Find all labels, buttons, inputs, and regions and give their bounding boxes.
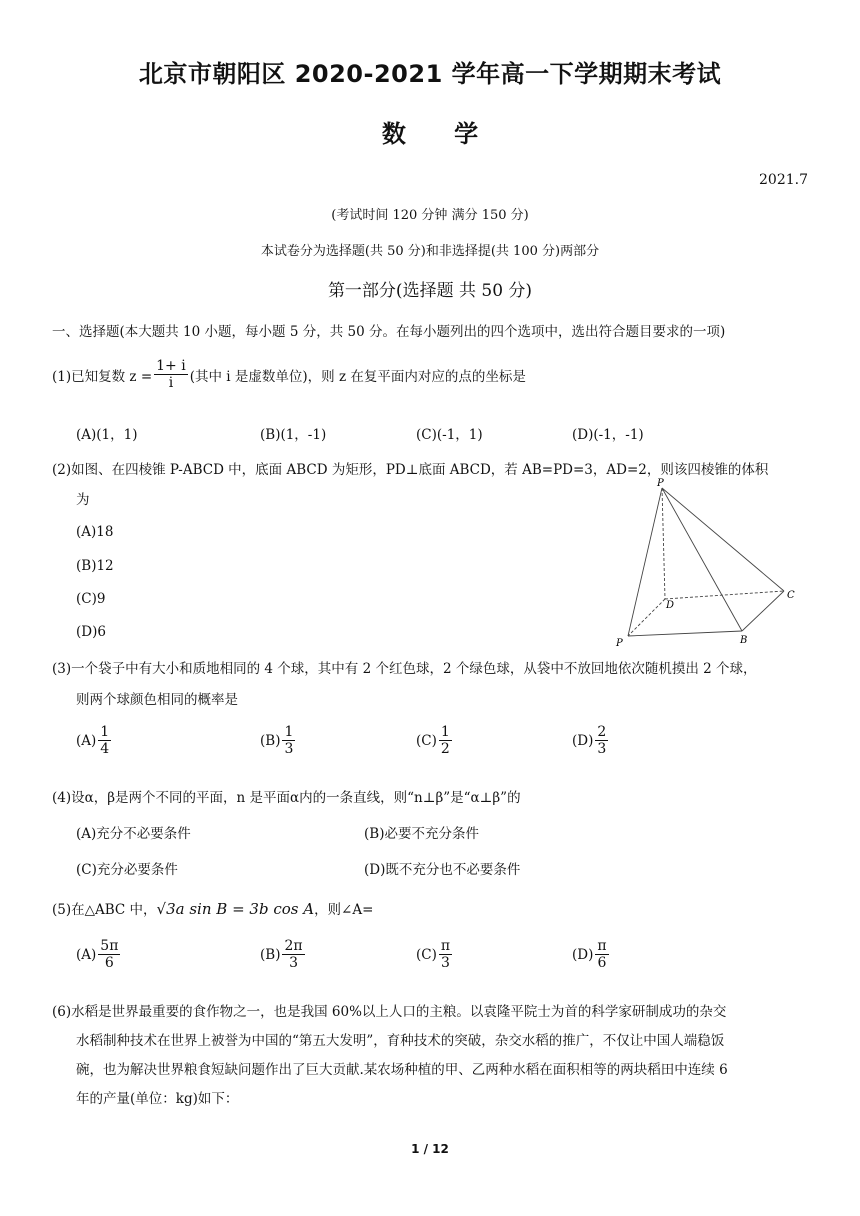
part-title: 第一部分(选择题 共 50 分)	[327, 281, 533, 301]
question-5	[52, 898, 373, 918]
page-number: 1 / 12	[411, 1142, 449, 1156]
edge-b-c	[742, 591, 784, 631]
q1-fraction	[154, 358, 188, 391]
edge-p-d	[662, 488, 665, 599]
q6-line-1: (6)水稻是世界最重要的食作物之一，也是我国 60%以上人口的主粮。以袁隆平院士为首的科学家研制成功的杂交	[52, 1004, 727, 1020]
q1-frac-den: i	[168, 375, 174, 392]
q5-option-b-frac	[282, 938, 304, 971]
q6-line-3: 碗，也为解决世界粮食短缺问题作出了巨大贡献.某农场种植的甲、乙两种水稻在面积相等的两块稻田中连续 6	[76, 1062, 728, 1078]
q3-option-c-den: 2	[440, 741, 450, 758]
q3-option-d-num: 2	[597, 724, 607, 740]
q5-post: ，则∠A=	[314, 902, 374, 918]
q1-option-d: (D)(-1，-1)	[572, 427, 644, 443]
q5-option-a-num: 5π	[100, 938, 119, 954]
q5-option-d-num: π	[597, 938, 607, 954]
q5-option-b-den: 3	[289, 955, 298, 972]
q1-option-c: (C)(-1，1)	[416, 427, 483, 443]
q3-option-a-frac	[98, 724, 111, 757]
edge-p-c	[662, 488, 784, 591]
q5-option-d-den: 6	[597, 955, 607, 972]
q5-option-d-label: (D)	[572, 946, 594, 963]
q2-option-a: (A)18	[76, 524, 114, 540]
q2-option-c: (C)9	[76, 591, 106, 607]
q5-option-b	[260, 938, 307, 971]
q6-line-4: 年的产量(单位：kg)如下：	[76, 1091, 239, 1107]
q2-line-2: 为	[76, 492, 90, 508]
q2-line-1: (2)如图、在四棱锥 P-ABCD 中，底面 ABCD 为矩形，PD⊥底面 ABCD，若 AB=PD=3，AD=2，则该四棱锥的体积	[52, 462, 769, 478]
label-b: B	[740, 635, 748, 646]
q3-option-a-num: 1	[100, 724, 110, 740]
label-p-bottom: P	[616, 638, 623, 649]
q3-line-1: (3)一个袋子中有大小和质地相同的 4 个球，其中有 2 个红色球，2 个绿色球，从袋中不放回地依次随机摸出 2 个球，	[52, 661, 757, 677]
q5-option-a-frac	[98, 938, 120, 971]
label-c: C	[787, 590, 795, 601]
question-1	[52, 358, 526, 391]
q3-option-c-frac	[439, 724, 452, 757]
subject-title: 数 学	[381, 120, 479, 148]
q3-option-b	[260, 724, 297, 757]
q5-option-d-frac	[595, 938, 608, 971]
q1-option-b: (B)(1，-1)	[260, 427, 327, 443]
q3-option-b-label: (B)	[260, 732, 281, 749]
exam-structure: 本试卷分为选择题(共 50 分)和非选择提(共 100 分)两部分	[260, 244, 600, 259]
q5-option-c	[416, 938, 454, 971]
q5-option-a-label: (A)	[76, 946, 97, 963]
q4-option-a: (A)充分不必要条件	[76, 826, 191, 842]
q5-option-c-den: 3	[441, 955, 450, 972]
q5-pre: (5)在△ABC 中，	[52, 902, 157, 918]
q5-option-b-num: 2π	[284, 938, 303, 954]
q1-post: (其中 i 是虚数单位)，则 z 在复平面内对应的点的坐标是	[189, 368, 526, 385]
q3-option-d-label: (D)	[572, 732, 594, 749]
q5-option-c-frac	[439, 938, 452, 971]
q3-option-a-den: 4	[100, 741, 110, 758]
q3-option-a	[76, 724, 113, 757]
q4-option-b: (B)必要不充分条件	[364, 826, 479, 842]
q3-option-c-label: (C)	[416, 732, 437, 749]
q5-option-a	[76, 938, 122, 971]
q3-option-c-num: 1	[440, 724, 450, 740]
edge-a-b	[628, 631, 742, 636]
exam-info: (考试时间 120 分钟 满分 150 分)	[331, 208, 529, 223]
q2-option-d: (D)6	[76, 624, 106, 640]
q1-pre: (1)已知复数 z =	[52, 368, 153, 385]
q3-option-a-label: (A)	[76, 732, 97, 749]
q5-option-d	[572, 938, 611, 971]
q6-line-2: 水稻制种技术在世界上被誉为中国的“第五大发明”，育种技术的突破，杂交水稻的推广，不仅让中国人端稳饭	[76, 1033, 725, 1049]
edge-d-a	[628, 599, 665, 636]
exam-date: 2021.7	[759, 172, 808, 188]
q5-option-c-label: (C)	[416, 946, 437, 963]
section-heading: 一、选择题(本大题共 10 小题，每小题 5 分，共 50 分。在每小题列出的四个选项中，选出符合题目要求的一项)	[52, 324, 726, 340]
q4-line-1: (4)设α，β是两个不同的平面，n 是平面α内的一条直线，则“n⊥β”是“α⊥β”的	[52, 790, 521, 806]
pyramid-figure	[600, 476, 810, 651]
q3-line-2: 则两个球颜色相同的概率是	[76, 692, 238, 708]
q4-option-d: (D)既不充分也不必要条件	[364, 862, 521, 878]
q2-option-b: (B)12	[76, 558, 114, 574]
q5-formula: √3a sin B = 3b cos A	[156, 900, 315, 918]
q3-option-d	[572, 724, 610, 757]
q1-option-a: (A)(1，1)	[76, 427, 138, 443]
q3-option-b-num: 1	[284, 724, 294, 740]
q3-option-d-den: 3	[597, 741, 607, 758]
q3-option-b-den: 3	[284, 741, 294, 758]
q3-option-c	[416, 724, 454, 757]
edge-p-a	[628, 488, 662, 636]
page-title: 北京市朝阳区 2020-2021 学年高一下学期期末考试	[138, 60, 722, 88]
label-d: D	[666, 600, 675, 611]
label-p-top: P	[657, 478, 664, 489]
edge-d-c	[665, 591, 784, 599]
q1-frac-num: 1+ i	[156, 358, 186, 374]
q4-option-c: (C)充分必要条件	[76, 862, 178, 878]
q3-option-d-frac	[595, 724, 608, 757]
q5-option-b-label: (B)	[260, 946, 281, 963]
q5-option-c-num: π	[440, 938, 451, 954]
q5-option-a-den: 6	[104, 955, 114, 972]
q3-option-b-frac	[282, 724, 295, 757]
